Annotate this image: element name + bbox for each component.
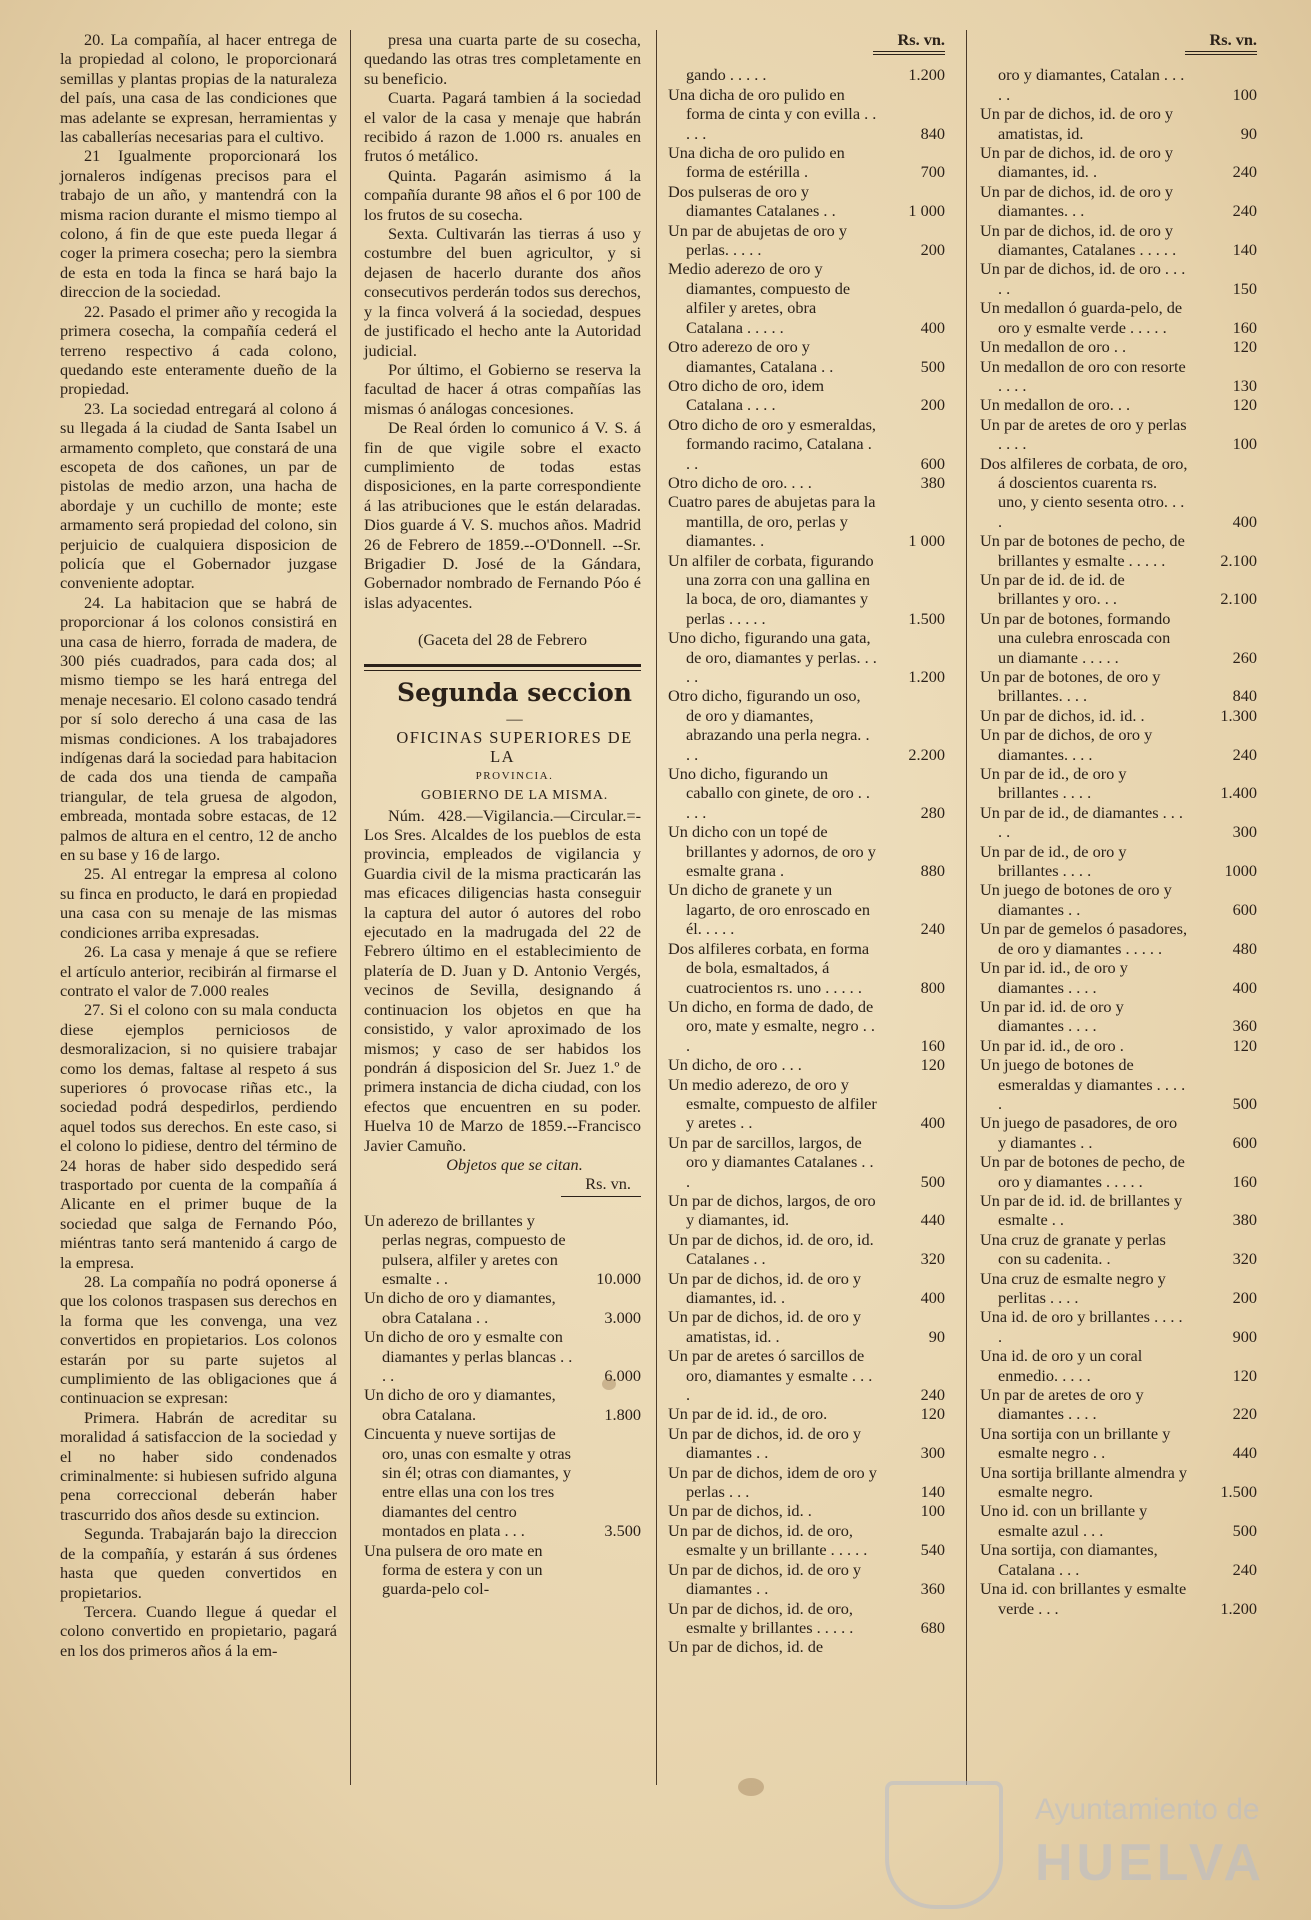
list-item [668,686,945,764]
column-divider [350,30,351,1785]
item-price: 2.100 [1220,589,1257,609]
currency-header: Rs. vn. [585,1174,631,1194]
list-item [980,143,1257,182]
item-description: Un par id. id., de oro y diamantes . . . . [980,958,1128,997]
item-description: Un par de dichos, id. de oro y diamantes . . [668,1559,862,1599]
list-item [980,919,1257,958]
item-price: 1.200 [1220,1598,1257,1618]
column-2 [364,30,641,1599]
item-description: Dos alfileres de corbata, de oro, á doscientos cuarenta rs. uno, y ciento sesenta otro. . . . [980,453,1188,531]
item-price: 240 [920,919,945,939]
list-item [980,298,1257,337]
item-description: Un par de aretes ó sarcillos de oro, diamantes y esmalte . . . . [668,1346,873,1405]
ink-stain [738,1778,764,1796]
item-price: 500 [920,356,945,376]
list-item [668,628,945,686]
list-item [980,65,1257,104]
item-description: Un par de aretes de oro y perlas . . . . [980,414,1187,454]
item-price: 400 [1232,511,1257,531]
list-item [980,1055,1257,1113]
source-note: (Gaceta del 28 de Febrero [417,630,588,650]
item-description: Un par de dichos, id. de oro y diamantes, Catalanes . . . . . [980,220,1177,260]
list-item [980,104,1257,143]
list-item [980,725,1257,764]
item-description: Un par de dichos, id. de [668,1637,824,1657]
item-price: 10.000 [596,1268,641,1288]
currency-header: Rs. vn. [897,30,945,49]
shield-icon [885,1781,1003,1909]
item-description: Un par de dichos, largos, de oro y diamantes, id. [668,1190,876,1230]
article-paragraph: 24. La habitacion que se habrá de proporcionar á los colonos consistirá en una casa de hierro, forrada de madera, de 300 piés cuadrados, para cada dos; al mismo tiempo se les hará entrega del menaje necesario. El colono casado tendrá por sí solo derecho á una casa de las mismas condiciones. A los trabajadores indígenas dará la sociedad para habitacion de cada dos una tienda de campaña triangular, de tela gruesa de algodon, embreada, montada sobre estacas, de 12 palmos de altura en el centro, 12 de ancho en su base y 16 de largo. [60,592,337,865]
item-description: Un medallon de oro . . [980,337,1127,357]
section-rule [364,664,641,671]
list-item [668,473,945,492]
list-item [668,1346,945,1404]
list-item [364,1541,641,1599]
list-item [668,65,945,84]
item-price: 260 [1232,647,1257,667]
list-item [668,1637,945,1656]
item-description: Un medallon de oro. . . [980,395,1131,415]
item-description: Un par de sarcillos, largos, de oro y diamantes Catalanes . . . [668,1132,874,1191]
list-item [980,880,1257,919]
list-item [980,1424,1257,1463]
item-description: Un par de abujetas de oro y perlas. . . . . [668,220,848,260]
item-description: Un dicho de granete y un lagarto, de oro enroscado en él. . . . . [668,880,870,939]
item-description: Otro dicho de oro. . . . [668,472,812,492]
item-price: 90 [1240,123,1257,143]
item-list [668,65,945,1656]
list-item [668,1501,945,1520]
list-item [980,1036,1257,1055]
item-price: 500 [1232,1520,1257,1540]
item-description: Un par de dichos, id. de oro y amatistas, id. . [668,1307,862,1346]
header-rule [561,1196,641,1197]
item-price: 1 000 [908,201,945,221]
item-description: Un par de dichos, id. de oro . . . . . [980,259,1186,298]
item-price: 130 [1232,375,1257,395]
item-description: Un par de dichos, id. de oro, esmalte y brillantes . . . . . [668,1598,854,1637]
list-item [668,1269,945,1308]
list-item [980,1230,1257,1269]
item-price: 100 [1232,434,1257,454]
item-price: 120 [920,1055,945,1075]
column-divider [656,30,657,1785]
list-item [980,609,1257,667]
item-list [980,65,1257,1618]
item-description: Un dicho de oro y diamantes, obra Catalana . . [364,1288,556,1327]
item-description: Un par de dichos, de oro y diamantes. . . . [980,725,1153,764]
province-heading: PROVINCIA. [475,769,554,782]
item-price: 1.800 [604,1404,641,1424]
list-item [668,822,945,880]
item-description: Una sortija, con diamantes, Catalana . . . [980,1540,1158,1579]
list-item [980,454,1257,532]
item-description: Una sortija con un brillante y esmalte negro . . [980,1423,1171,1463]
item-description: gando . . . . . [686,65,767,85]
list-item [980,1346,1257,1385]
list-item [668,415,945,473]
article-paragraph: 23. La sociedad entregará al colono á su llegada á la ciudad de Santa Isabel un armamento completo, que constará de una escopeta de dos cañones, un par de pistolas de medio arzon, una hacha de abordaje y un cuchillo de monte; este armamento será propiedad del colono, sin perjuicio de cualquiera disposicion de policía que el Gobernador juzgase conveniente adoptar. [60,398,337,593]
currency-header: Rs. vn. [1209,30,1257,49]
item-description: Un aderezo de brillantes y perlas negras, compuesto de pulsera, alfiler y aretes con esmalte . . [364,1210,566,1288]
item-price: 400 [1232,977,1257,997]
list-item [364,1211,641,1289]
item-description: Otro aderezo de oro y diamantes, Catalana . . [668,337,834,376]
list-item [668,1404,945,1423]
item-price: 600 [920,453,945,473]
list-item [668,880,945,938]
item-description: oro y diamantes, Catalan . . . . . [998,65,1185,104]
list-item [980,1463,1257,1502]
article-paragraph: 25. Al entregar la empresa al colono su finca en producto, le dará en propiedad una casa con su menaje de las mismas condiciones arriba expresadas. [60,864,337,942]
list-item [980,1501,1257,1540]
list-item [364,1385,641,1424]
item-description: Una id. de oro y un coral enmedio. . . . . [980,1346,1143,1385]
list-item [980,221,1257,260]
list-item [668,1560,945,1599]
circular-text: Núm. 428.—Vigilancia.—Circular.=-Los Sres. Alcaldes de los pueblos de esta provincia, empleados de vigilancia y Guardia civil de la misma practicarán las mas eficaces diligencias hasta conseguir la captura del autor ó autores del robo ejecutado en la madrugada del 22 de Febrero último en el establecimiento de platería de D. Juan y D. Antonio Vergés, vecinos de Sevilla, designando á continuacion los objetos en que ha consistido, y valor aproximado de los mismos; y caso de ser habidos los pondrán á disposicion del Sr. Juez 1.º de primera instancia de dicha ciudad, con los efectos que encuentren en su poder. Huelva 10 de Marzo de 1859.--Francisco Javier Camuño. [364,805,641,1155]
list-item [980,842,1257,881]
item-price: 240 [1232,1559,1257,1579]
list-item [980,667,1257,706]
article-paragraph: 21 Igualmente proporcionará los jornaleros indígenas precisos para el trabajo de un año, y mantendrá con la misma racion durante el mismo tiempo al colono, á fin de que este pueda llegar á coger la primera cosecha; pero la siembra de esta en toda la finca se hará bajo la direccion de la sociedad. [60,146,337,302]
item-price: 1000 [1224,861,1257,881]
list-item [668,1599,945,1638]
article-paragraph: 28. La compañía no podrá oponerse á que los colonos traspasen sus derechos en la forma que les convenga, una vez convertidos en propietarios. Los colonos estarán por su parte sujetos al cumplimiento de las obligaciones que á continuacion se expresan: [60,1272,337,1408]
item-price: 1.500 [1220,1482,1257,1502]
item-price: 500 [1232,1093,1257,1113]
list-item [668,1133,945,1191]
item-price: 400 [920,317,945,337]
item-description: Un dicho de oro y diamantes, obra Catalana. [364,1385,556,1424]
item-price: 540 [920,1540,945,1560]
item-price: 480 [1232,938,1257,958]
item-price: 440 [1232,1443,1257,1463]
list-item [364,1327,641,1385]
header-rule [873,51,945,55]
item-price: 160 [1232,1171,1257,1191]
item-price: 320 [920,1249,945,1269]
article-paragraph: Quinta. Pagarán asimismo á la compañía durante 98 años el 6 por 100 de los frutos de su cosecha. [364,165,641,224]
item-description: Un par de botones, de oro y brillantes. . . . [980,667,1161,706]
item-price: 400 [920,1288,945,1307]
list-item [980,259,1257,298]
article-paragraph: Por último, el Gobierno se reserva la facultad de hacer á otras compañías las mismas ó análogas concesiones. [364,359,641,418]
item-description: Un par de dichos, id. . [668,1501,812,1521]
article-paragraph: 22. Pasado el primer año y recogida la primera cosecha, la compañía cederá el terreno respectivo á cada colono, quedando este enteramente dueño de la propiedad. [60,301,337,399]
section-heading: Segunda seccion [397,677,632,707]
list-item [980,1152,1257,1191]
item-price: 380 [1232,1210,1257,1230]
item-description: Un par de aretes de oro y diamantes . . . . [980,1385,1144,1424]
item-price: 240 [1232,744,1257,764]
item-description: Un par id. id., de oro . [980,1035,1124,1055]
item-description: Un par de dichos, id. de oro y diamantes. . . [980,181,1174,221]
list-item [980,764,1257,803]
item-price: 2.200 [908,744,945,764]
item-description: Otro dicho de oro y esmeraldas, formando racimo, Catalana . . . [668,414,876,473]
item-price: 680 [920,1617,945,1637]
item-description: Un medallon de oro con resorte . . . . [980,356,1186,395]
heading-dash: — [506,708,523,728]
list-item [668,1191,945,1230]
item-price: 90 [928,1326,945,1346]
item-price: 380 [920,472,945,492]
item-price: 400 [920,1113,945,1133]
item-description: Una id. con brillantes y esmalte verde . . . [980,1579,1187,1618]
item-price: 320 [1232,1249,1257,1269]
list-item [668,337,945,376]
archive-watermark [885,1775,1285,1910]
item-price: 100 [920,1501,945,1521]
item-description: Un par de dichos, id. de oro y diamantes . . [668,1423,862,1463]
article-paragraph: Primera. Habrán de acreditar su moralidad á satisfaccion de la sociedad y el no haber sido condenados criminalmente: si hubiesen sufrido alguna pena correccional deberán haber trascurrido dos años desde su extincion. [60,1407,337,1524]
item-description: Un par de id., de oro y brillantes . . . . [980,764,1127,803]
item-description: Una dicha de oro pulido en forma de cinta y con evilla . . . . . [668,84,877,143]
item-price: 240 [1232,201,1257,221]
item-price: 1.300 [1220,705,1257,725]
list-item [668,259,945,337]
objects-heading: Objetos que se citan. [446,1154,583,1174]
item-price: 220 [1232,1404,1257,1424]
item-description: Un medio aderezo, de oro y esmalte, compuesto de alfiler y aretes . . [668,1074,877,1133]
item-list [364,1211,641,1599]
watermark-line-1: Ayuntamiento de [1035,1793,1260,1826]
item-price: 880 [920,861,945,881]
list-item [668,1075,945,1133]
list-item [980,1113,1257,1152]
item-price: 120 [1232,395,1257,415]
list-item [668,1230,945,1269]
column-4 [980,30,1257,1618]
item-price: 160 [920,1035,945,1055]
list-item [980,415,1257,454]
item-description: Un par de id., de diamantes . . . . . [980,802,1184,842]
article-paragraph: Cuarta. Pagará tambien á la sociedad el valor de la casa y menaje que habrán recibido á razon de 1.000 rs. anuales en frutos ó metálico. [364,88,641,166]
item-price: 100 [1232,84,1257,104]
item-description: Un par de id., de oro y brillantes . . . . [980,841,1127,881]
item-price: 120 [1232,1035,1257,1055]
item-description: Un par de gemelos ó pasadores, de oro y diamantes . . . . . [980,919,1188,958]
item-price: 2.100 [1220,550,1257,570]
item-description: Un par id. id. de oro y diamantes . . . . [980,996,1124,1036]
item-price: 1.400 [1220,783,1257,803]
article-paragraph: presa una cuarta parte de su cosecha, quedando las otras tres completamente en su beneficio. [364,30,641,88]
item-description: Un par de id. id., de oro. [668,1404,828,1424]
list-item [668,1055,945,1074]
list-item [668,551,945,629]
list-item [980,531,1257,570]
item-description: Una sortija brillante almendra y esmalte negro. [980,1462,1188,1502]
item-description: Uno dicho, figurando una gata, de oro, diamantes y perlas. . . . . [668,628,877,686]
item-price: 200 [1232,1288,1257,1307]
item-price: 360 [1232,1016,1257,1036]
list-item [668,492,945,550]
item-price: 1 000 [908,531,945,551]
item-description: Un dicho, en forma de dado, de oro, mate y esmalte, negro . . . [668,996,875,1055]
list-item [668,376,945,415]
article-paragraph: Segunda. Trabajarán bajo la direccion de la compañía, y estarán á sus órdenes hasta que queden convertidos en propietarios. [60,1524,337,1602]
list-item [668,1307,945,1346]
item-description: Un par de botones de pecho, de brillantes y esmalte . . . . . [980,531,1185,570]
watermark-line-2: HUELVA [1035,1834,1266,1892]
list-item [668,221,945,260]
item-price: 150 [1232,278,1257,298]
item-description: Un par de dichos, id. de oro, id. Catalanes . . [668,1229,874,1269]
item-price: 1.200 [908,667,945,686]
item-description: Un dicho, de oro . . . [668,1055,802,1075]
item-price: 1.500 [908,608,945,628]
list-item [980,1307,1257,1346]
list-item [980,357,1257,396]
list-item [668,143,945,182]
list-item [980,570,1257,609]
item-description: Un par de botones, formando una culebra enroscada con un diamante . . . . . [980,608,1171,667]
item-description: Un par de dichos, id. de oro y amatistas, id. [980,104,1174,143]
item-description: Una cruz de granate y perlas con su cadenita. . [980,1229,1166,1269]
list-item [980,1191,1257,1230]
list-item [980,997,1257,1036]
list-item [668,1521,945,1560]
item-description: Un par de dichos, id. de oro y diamantes, id. . [980,143,1174,182]
list-item [980,958,1257,997]
item-price: 120 [1232,337,1257,357]
list-item [980,1269,1257,1308]
item-price: 440 [920,1210,945,1230]
item-price: 140 [920,1482,945,1502]
item-price: 140 [1232,240,1257,260]
item-description: Un par de dichos, id. id. . [980,705,1145,725]
item-description: Cuatro pares de abujetas para la mantilla, de oro, perlas y diamantes. . [668,492,876,551]
item-price: 700 [920,162,945,182]
item-price: 6.000 [604,1366,641,1385]
header-rule [1185,51,1257,55]
item-price: 3.500 [604,1521,641,1541]
item-description: Un juego de pasadores, de oro y diamantes . . [980,1113,1178,1152]
item-price: 300 [1232,822,1257,842]
list-item [980,1385,1257,1424]
item-description: Un par de dichos, idem de oro y perlas . . . [668,1462,877,1502]
item-description: Una pulsera de oro mate en forma de estera y con un guarda-pelo col- [364,1540,543,1599]
article-paragraph: Tercera. Cuando llegue á quedar el colono convertido en propietario, pagará en los dos primeros años á la em- [60,1601,337,1660]
list-item [364,1424,641,1540]
item-description: Un dicho de oro y esmalte con diamantes y perlas blancas . . . . [364,1327,573,1385]
item-description: Una id. de oro y brillantes . . . . . [980,1307,1183,1346]
article-paragraph: Sexta. Cultivarán las tierras á uso y costumbre del buen agricultor, y si dejasen de hacerlo durante dos años consecutivos perderán todos sus derechos, y la finca volverá á la sociedad, despues de justificado el hecho ante la Autoridad judicial. [364,224,641,360]
article-paragraph: De Real órden lo comunico á V. S. á fin de que vigile sobre el exacto cumplimiento de todas estas disposiciones, en la parte correspondiente á las atribuciones que le están delaradas. Dios guarde á V. S. muchos años. Madrid 26 de Febrero de 1859.--O'Donnell. --Sr. Brigadier D. José de la Gándara, Gobernador nombrado de Fernando Póo é islas adyacentes. [364,418,641,612]
item-price: 3.000 [604,1307,641,1327]
list-item [668,764,945,822]
item-price: 840 [920,123,945,143]
item-price: 200 [920,395,945,415]
item-price: 280 [920,802,945,822]
article-paragraph: 26. La casa y menaje á que se refiere el artículo anterior, recibirán al firmarse el contrato el valor de 7.000 reales [60,942,337,1000]
item-description: Una dicha de oro pulido en forma de estérilla . [668,143,845,182]
item-description: Un par de id. de id. de brillantes y oro. . . [980,569,1125,609]
item-price: 800 [920,977,945,997]
item-price: 500 [920,1171,945,1191]
item-price: 900 [1232,1326,1257,1346]
item-price: 360 [920,1579,945,1599]
item-description: Un par de dichos, id. de oro, esmalte y un brillante . . . . . [668,1520,868,1560]
list-item [668,182,945,221]
item-description: Un medallon ó guarda-pelo, de oro y esmalte verde . . . . . [980,298,1183,337]
list-item [980,1540,1257,1579]
item-description: Un par de dichos, id. de oro y diamantes, id. . [668,1268,862,1307]
item-price: 1.200 [908,65,945,85]
list-item [668,997,945,1055]
item-description: Otro dicho, figurando un oso, de oro y diamantes, abrazando una perla negra. . . . [668,686,870,764]
item-description: Un par de botones de pecho, de oro y diamantes . . . . . [980,1152,1185,1191]
list-item [668,939,945,997]
item-description: Dos pulseras de oro y diamantes Catalanes . . [668,181,836,221]
item-description: Un juego de botones de esmeraldas y diamantes . . . . . [980,1055,1186,1113]
list-item [364,1288,641,1327]
item-description: Dos alfileres corbata, en forma de bola, esmaltados, á cuatrocientos rs. uno . . . . . [668,938,870,997]
item-price: 600 [1232,1132,1257,1152]
list-item [980,803,1257,842]
list-item [980,337,1257,356]
column-divider [966,30,967,1785]
item-price: 300 [920,1443,945,1463]
item-description: Un alfiler de corbata, figurando una zorra con una gallina en la boca, de oro, diamantes y perlas . . . . . [668,550,874,628]
column-1 [60,30,337,1660]
list-item [980,1579,1257,1618]
item-description: Medio aderezo de oro y diamantes, compuesto de alfiler y aretes, obra Catalana . . . . . [668,259,851,337]
item-description: Uno id. con un brillante y esmalte azul . . . [980,1501,1148,1540]
list-item [980,706,1257,725]
item-description: Un juego de botones de oro y diamantes . . [980,880,1172,919]
list-item [668,85,945,143]
list-item [668,1424,945,1463]
column-3 [668,30,945,1657]
list-item [980,395,1257,414]
item-description: Cincuenta y nueve sortijas de oro, unas con esmalte y otras sin él; otras con diamantes, y entre ellas una con los tres diamantes del centro montados en plata . . . [364,1424,571,1541]
item-price: 200 [920,240,945,260]
item-price: 160 [1232,317,1257,337]
government-heading: GOBIERNO DE LA MISMA. [420,788,609,804]
item-price: 120 [1232,1365,1257,1385]
item-description: Un dicho con un topé de brillantes y adornos, de oro y esmalte grana . [668,822,876,881]
item-description: Otro dicho de oro, idem Catalana . . . . [668,375,824,415]
item-price: 240 [920,1385,945,1405]
list-item [668,1463,945,1502]
item-price: 840 [1232,686,1257,706]
item-description: Un par de id. id. de brillantes y esmalte . . [980,1190,1183,1230]
ink-stain [602,1378,616,1390]
item-price: 600 [1232,899,1257,919]
item-description: Uno dicho, figurando un caballo con ginete, de oro . . . . . [668,764,870,822]
list-item [980,182,1257,221]
item-price: 240 [1232,162,1257,182]
office-heading: OFICINAS SUPERIORES DE LA [396,728,633,767]
item-description: Una cruz de esmalte negro y perlitas . . . . [980,1268,1166,1307]
item-price: 120 [920,1404,945,1424]
article-paragraph: 20. La compañía, al hacer entrega de la propiedad al colono, le proporcionará semillas y plantas propias de la naturaleza del país, una casa de las condiciones que mas adelante se expresan, herramientas y las caballerías necesarias para el cultivo. [60,30,337,147]
article-paragraph: 27. Si el colono con su mala conducta diese ejemplos perniciosos de desmoralizacion, si no quisiere trabajar como los demas, faltase al respeto á sus superiores ó provocase riñas etc., la sociedad podrá despedirlos, perdiendo aquel todos sus derechos. En este caso, si el colono lo pidiese, dentro del término de 24 horas de haber sido despedido será trasportado por cuenta de la compañía á Alicante en el primer buque de la sociedad que salga de Fernando Póo, miéntras tanto será mantenido á cargo de la empresa. [60,1000,337,1272]
